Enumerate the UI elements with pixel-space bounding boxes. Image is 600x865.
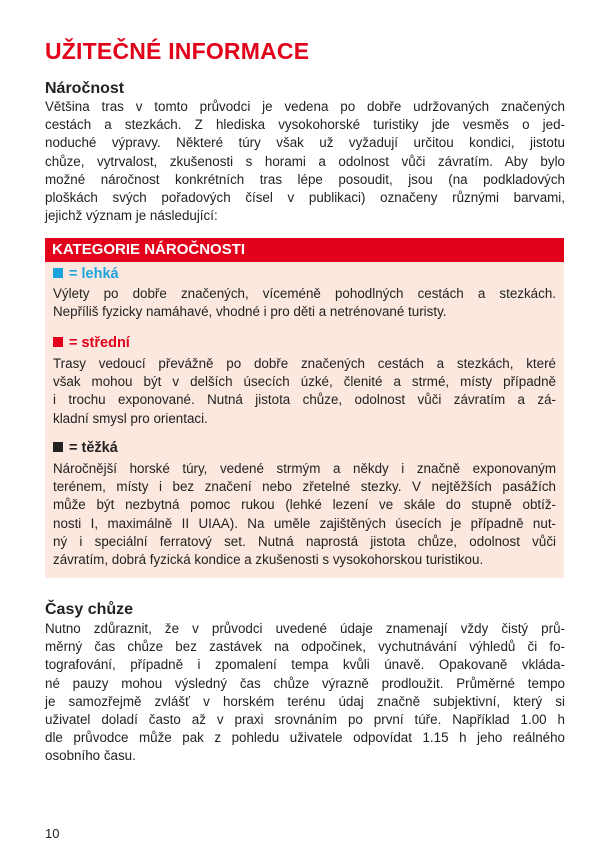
category-medium-label: = střední: [69, 335, 130, 351]
text-line: Výlety po dobře značených, víceméně pohodlných cestách a stezkách.: [53, 286, 556, 301]
text-line: Náročnější horské túry, vedené strmým a někdy i značně exponovaným: [53, 461, 556, 476]
category-easy-description: [53, 285, 556, 321]
text-line: Většina tras v tomto průvodci je vedena po dobře udržovaných značených: [45, 99, 565, 114]
section-heading-casy-chuze: Časy chůze: [45, 601, 134, 618]
category-easy-label: = lehká: [69, 266, 119, 282]
narocnost-paragraph: [45, 98, 565, 225]
blue-square-icon: [53, 268, 63, 278]
black-square-icon: [53, 442, 63, 452]
page-number: 10: [45, 826, 60, 841]
text-line: nosti I, maximálně II UIAA). Na uměle zajištěných úsecích je případně nut-: [53, 515, 556, 531]
text-line: kladní smysl pro orientaci.: [53, 410, 208, 426]
text-line: ný i speciální ferratový set. Nutná naprostá jistota chůze, odolnost vůči: [53, 533, 556, 549]
category-medium-title: [53, 335, 130, 351]
text-line: tografování, případně i zpomalení tempa kvůli únavě. Opakovaně vkláda-: [45, 657, 565, 673]
category-hard-description: [53, 460, 556, 569]
category-medium-description: [53, 355, 556, 428]
category-hard-title: [53, 440, 118, 456]
text-line: chůze, vytrvalost, zkušenosti s horami a odolnost vůči závratím. Aby bylo: [45, 153, 565, 169]
text-line: měrný čas chůze bez zastávek na odpočinek, vychutnávání výhledů či fo-: [45, 639, 565, 655]
text-line: osobního času.: [45, 748, 136, 764]
box-header: [45, 238, 564, 262]
text-line: Nutno zdůraznit, že v průvodci uvedené údaje znamenají vždy čistý prů-: [45, 621, 565, 636]
text-line: dle průvodce může pak z pohledu uživatele odpovídat 1.15 h jeho reálného: [45, 730, 565, 746]
box-header-title: KATEGORIE NÁROČNOSTI: [52, 241, 246, 258]
text-line: Nepříliš fyzicky namáhavé, vhodné i pro děti a netrénované turisty.: [53, 304, 447, 320]
text-line: i trochu exponované. Nutná jistota chůze, odolnost vůči závratím a zá-: [53, 392, 556, 408]
category-easy-title: [53, 266, 119, 282]
page-title: UŽITEČNÉ INFORMACE: [45, 38, 310, 64]
text-line: cestách a stezkách. Z hlediska vysokohorské turistiky jde vesměs o jed-: [45, 117, 565, 133]
red-square-icon: [53, 337, 63, 347]
section-heading-narocnost: Náročnost: [45, 80, 125, 97]
text-line: možné náročnost konkrétních tras lépe posoudit, jsou (na podkladových: [45, 171, 565, 187]
text-line: ploškách svých pořadových čísel v publikaci) označeny různými barvami,: [45, 190, 565, 206]
text-line: však mohou být v delších úsecích úzké, členité a strmé, místy případně: [53, 374, 556, 390]
text-line: uživatel doladí často až v praxi srovnáním po první túře. Například 1.00 h: [45, 712, 565, 728]
text-line: jejichž význam je následující:: [45, 208, 218, 224]
text-line: noduché výpravy. Některé túry však už vyžadují určitou kondici, jistotu: [45, 135, 565, 151]
text-line: Trasy vedoucí převážně po dobře značených cestách a stezkách, které: [53, 356, 556, 371]
text-line: může být nezbytná pomoc rukou (lehké lezení ve skále do stupně obtíž-: [53, 497, 556, 513]
text-line: závratím, dobrá fyzická kondice a zkušenosti s vysokohorskou turistikou.: [53, 552, 484, 568]
text-line: terénem, místy i bez značení nebo zřetelné stezky. V nejtěžších pasážích: [53, 479, 556, 495]
text-line: né pauzy mohou výsledný čas chůze výrazně prodloužit. Průměrné tempo: [45, 675, 565, 691]
difficulty-categories-box: [45, 238, 564, 578]
category-hard-label: = těžká: [69, 440, 118, 456]
text-line: je samozřejmě zvlášť v horském terénu údaj značně subjektivní, který si: [45, 693, 565, 709]
casy-chuze-paragraph: [45, 620, 565, 766]
